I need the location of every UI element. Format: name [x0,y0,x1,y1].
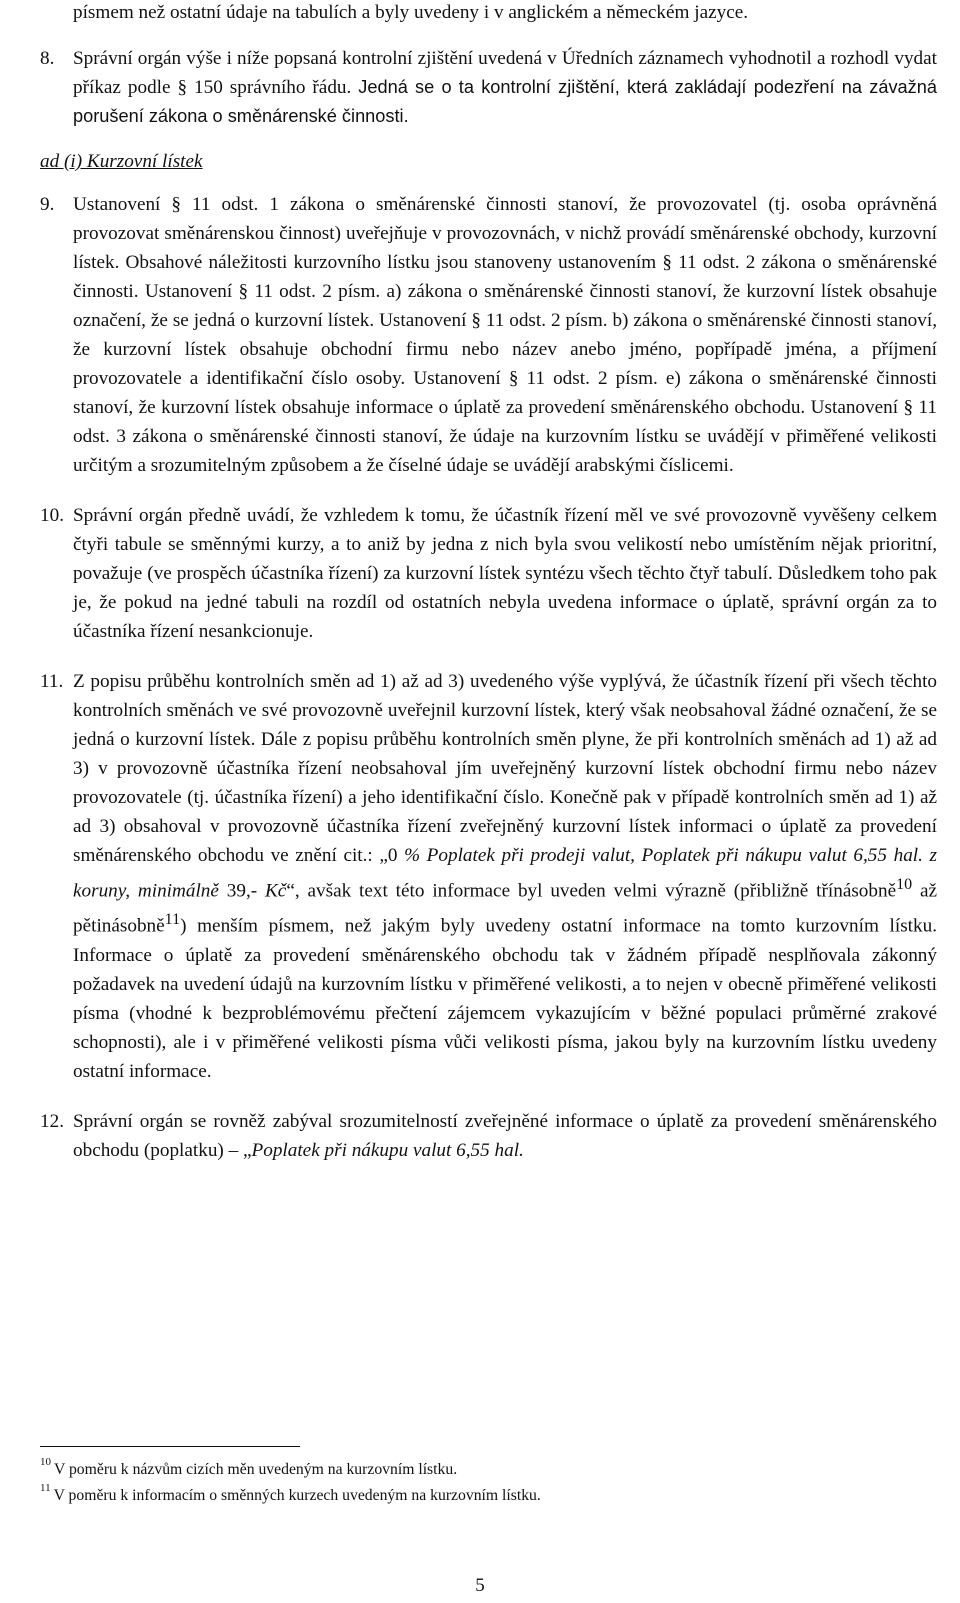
quote-italic: Kč [265,880,287,902]
quote-part: 39,- [218,880,265,902]
footnote-ref-11[interactable]: 11 [164,911,181,929]
footnotes [40,1457,937,1509]
paragraph-text [73,1107,937,1165]
quote-italic: % Poplatek při prodeji valut, Poplatek při nákupu valut 6,55 hal. z koruny, minimálně [73,845,937,902]
footnote-mark: 10 [40,1456,51,1468]
section-heading: ad (i) Kurzovní lístek [40,151,203,172]
paragraph-text-serif: Správní orgán výše i níže popsaná kontrolní zjištění uvedená v Úředních záznamech vyhodnotil a rozhodl vydat příkaz podle § 150 správního řádu. [73,48,937,98]
paragraph-text-sans: Jedná se o ta kontrolní zjištění, která zakládají podezření na závažná porušení zákona o směnárenské činnosti. [73,77,937,126]
text-part: až pětinásobně [73,880,938,937]
footnote-11 [40,1483,937,1509]
quote-italic: Poplatek při nákupu valut 6,55 hal. [251,1139,524,1161]
page-number: 5 [475,1575,485,1596]
footnote-ref-10[interactable]: 10 [896,876,913,893]
continued-paragraph: písmem než ostatní údaje na tabulích a byly uvedeny i v anglickém a německém jazyce. [73,2,749,23]
paragraph-number: 9. [40,194,55,215]
footnote-text: V poměru k informacím o směnných kurzech uvedeným na kurzovním lístku. [53,1487,541,1504]
footnote-10 [40,1457,937,1483]
footnote-text: V poměru k názvům cizích měn uvedeným na kurzovním lístku. [54,1461,458,1478]
footnote-mark: 11 [40,1482,51,1494]
paragraph-12 [40,1107,937,1165]
paragraph-11 [40,667,937,1086]
paragraph-number: 8. [40,48,55,69]
paragraph-10 [40,501,937,646]
footnote-divider [40,1446,300,1447]
text-part: Z popisu průběhu kontrolních směn ad 1) až ad 3) uvedeného výše vyplývá, že účastník řízení při všech těchto kontrolních směnách ve své provozovně uveřejnil kurzovní lístek, který však neobsahoval žádné označení, že se jedná o kurzovní lístek. Dále z popisu průběhu kontrolních směn plyne, že při kontrolních směnách ad 1) až ad 3) v provozovně účastníka řízení neobsahoval jím uveřejněný kurzovní lístek obchodní firmu nebo název provozovatele (tj. účastníka řízení) a jeho identifikační číslo. Konečně pak v případě kontrolních směn ad 1) až ad 3) obsahoval v provozovně účastníka řízení zveřejněný kurzovní lístek informaci o úplatě za provedení směnárenského obchodu ve znění cit.: „ [73,671,937,866]
text-part: “, avšak text této informace byl uveden velmi výrazně (přibližně třínásobně [286,880,897,902]
paragraph-number: 12. [40,1110,64,1132]
paragraph-text: Ustanovení § 11 odst. 1 zákona o směnárenské činnosti stanoví, že provozovatel (tj. osoba oprávněná provozovat směnárenskou činnost) uveřejňuje v provozovnách, v nichž provádí směnárenské obchody, kurzovní lístek. Obsahové náležitosti kurzovního lístku jsou stanoveny ustanovením § 11 odst. 2 zákona o směnárenské činnosti. Ustanovení § 11 odst. 2 písm. a) zákona o směnárenské činnosti stanoví, že kurzovní lístek obsahuje označení, že se jedná o kurzovní lístek. Ustanovení § 11 odst. 2 písm. b) zákona o směnárenské činnosti stanoví, že kurzovní lístek obsahuje obchodní firmu nebo název anebo jméno, popřípadě jména, a příjmení provozovatele a identifikační číslo osoby. Ustanovení § 11 odst. 2 písm. e) zákona o směnárenské činnosti stanoví, že kurzovní lístek obsahuje informace o úplatě za provedení směnárenského obchodu. Ustanovení § 11 odst. 3 zákona o směnárenské činnosti stanoví, že údaje na kurzovním lístku se uvádějí v přiměřené velikosti určitým a srozumitelným způsobem a že číselné údaje se uvádějí arabskými číslicemi. [73,194,937,476]
paragraph-9 [40,190,937,480]
text-part: Správní orgán se rovněž zabýval srozumitelností zveřejněné informace o úplatě za provedení směnárenského obchodu (poplatku) – „ [73,1110,937,1161]
paragraph-number: 10. [40,505,64,526]
paragraph-text [73,44,937,131]
page-body [40,0,938,1504]
paragraph-8 [40,44,937,131]
paragraph-text [73,667,937,1086]
text-part: ) menším písmem, než jakým byly uvedeny ostatní informace na tomto kurzovním lístku. Informace o úplatě za provedení směnárenského obchodu tak v žádném případě nesplňovala zákonný požadavek na uvedení údajů na kurzovním lístku v přiměřené velikosti, a to nejen v obecně přiměřené velikosti písma (vhodné k bezproblémovému přečtení zájemcem vykazujícím v běžné populaci průměrné zrakové schopnosti), ale i v přiměřené velikosti písma vůči velikosti písma, jakou byly na kurzovním lístku uvedeny ostatní informace. [73,915,937,1082]
quote-part: 0 [387,845,405,866]
paragraph-number: 11. [40,671,64,692]
paragraph-text: Správní orgán předně uvádí, že vzhledem k tomu, že účastník řízení měl ve své provozovně vyvěšeny celkem čtyři tabule se směnnými kurzy, a to aniž by jedna z nich byla svou velikostí nebo umístěním nějak prioritní, považuje (ve prospěch účastníka řízení) za kurzovní lístek syntézu všech těchto čtyř tabulí. Důsledkem toho pak je, že pokud na jedné tabuli na rozdíl od ostatních nebyla uvedena informace o úplatě, správní orgán za to účastníka řízení nesankcionuje. [73,505,937,642]
